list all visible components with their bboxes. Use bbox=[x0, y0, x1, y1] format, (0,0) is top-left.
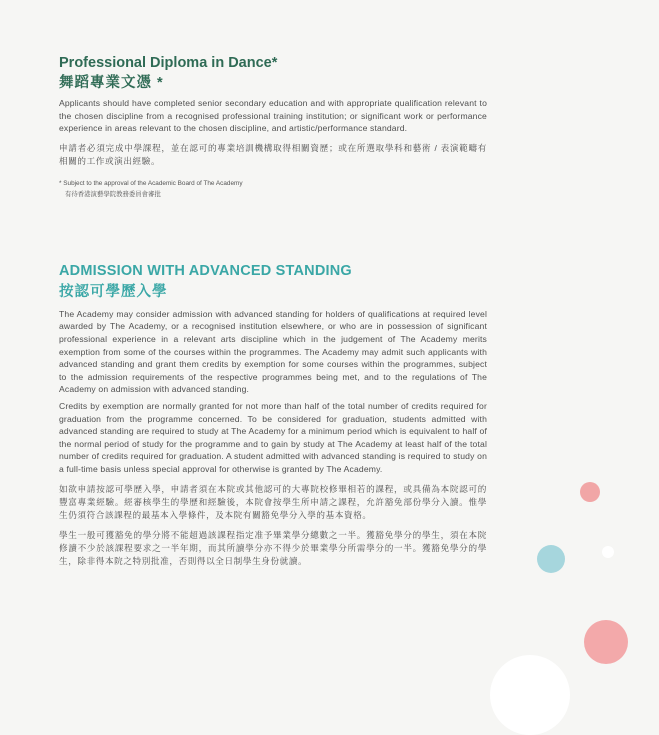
advanced-standing-title-en: ADMISSION WITH ADVANCED STANDING bbox=[59, 262, 352, 279]
decorative-dot-pink-small bbox=[580, 482, 600, 502]
professional-diploma-body-zh: 申請者必須完成中學課程，並在認可的專業培訓機構取得相關資歷；或在所選取學科和藝術 / 表演範疇有相關的工作或演出經驗。 bbox=[59, 142, 487, 166]
advanced-standing-paragraph-1-zh: 如欲申請按認可學歷入學，申請者須在本院或其他認可的大專院校修畢相若的課程，或具備為本院認可的豐富專業經驗。經審核學生的學歷和經驗後，本院會按學生所申請之課程，允許豁免部份學分入讀。惟學生仍須符合該課程的最基本入學條件，及本院有關豁免學分入學的基本資格。 bbox=[59, 483, 487, 520]
advanced-standing-section bbox=[59, 262, 487, 568]
page-content bbox=[59, 54, 487, 568]
footnote-zh: 有待香港演藝學院教務委員會審批 bbox=[65, 190, 161, 198]
advanced-standing-title-zh: 按認可學歷入學 bbox=[59, 283, 168, 300]
advanced-standing-paragraph-1-en: The Academy may consider admission with advanced standing for holders of qualifications at required level awarded by The Academy, or a recognised institution elsewhere, or who are in possession of significant professional experience in a relevant arts discipline which in the judgement of The Academy merits exemption from some of the courses within the programmes. The Academy may admit such applicants with advanced standing and grant them credits by exemption for some courses within the programmes, subject to the admission requirements of the respective programmes being met, and to the regulations of The Academy on admission with advanced standing. bbox=[59, 308, 487, 395]
advanced-standing-paragraph-2-en: Credits by exemption are normally granted for not more than half of the total number of credits required for graduation from the programme concerned. To be considered for graduation, students admitted with advanced standing are required to study at The Academy for a minimum period which is equivalent to half of the normal period of study for the programme and to gain by study at The Academy at least half of the total number of credits required for graduation. A student admitted with advanced standing is required to study on a full-time basis unless special approval for otherwise is granted by The Academy. bbox=[59, 400, 487, 474]
professional-diploma-title-zh: 舞蹈專業文憑 * bbox=[59, 75, 164, 91]
advanced-standing-paragraph-2-zh: 學生一般可獲豁免的學分將不能超過該課程指定准予畢業學分總數之一半。獲豁免學分的學生，須在本院修讀不少於該課程要求之一半年期，而其所讀學分亦不得少於畢業學分所需學分的一半。獲豁免學分的學生，除非得本院之特別批准，否則得以全日制學生身份就讀。 bbox=[59, 529, 487, 566]
decorative-arc-white bbox=[490, 655, 570, 735]
professional-diploma-section bbox=[59, 54, 487, 200]
decorative-dot-white bbox=[602, 546, 614, 558]
footnote bbox=[59, 178, 487, 200]
footnote-en: * Subject to the approval of the Academic Board of The Academy bbox=[59, 179, 243, 187]
professional-diploma-title-en: Professional Diploma in Dance* bbox=[59, 55, 278, 71]
decorative-dot-pink-large bbox=[584, 620, 628, 664]
professional-diploma-body-en: Applicants should have completed senior secondary education and with appropriate qualification relevant to the chosen discipline from a recognised professional training institution; or significant work or performance experience in areas relevant to the chosen discipline, and artistic/performance standard. bbox=[59, 98, 487, 134]
decorative-dot-teal bbox=[537, 545, 565, 573]
